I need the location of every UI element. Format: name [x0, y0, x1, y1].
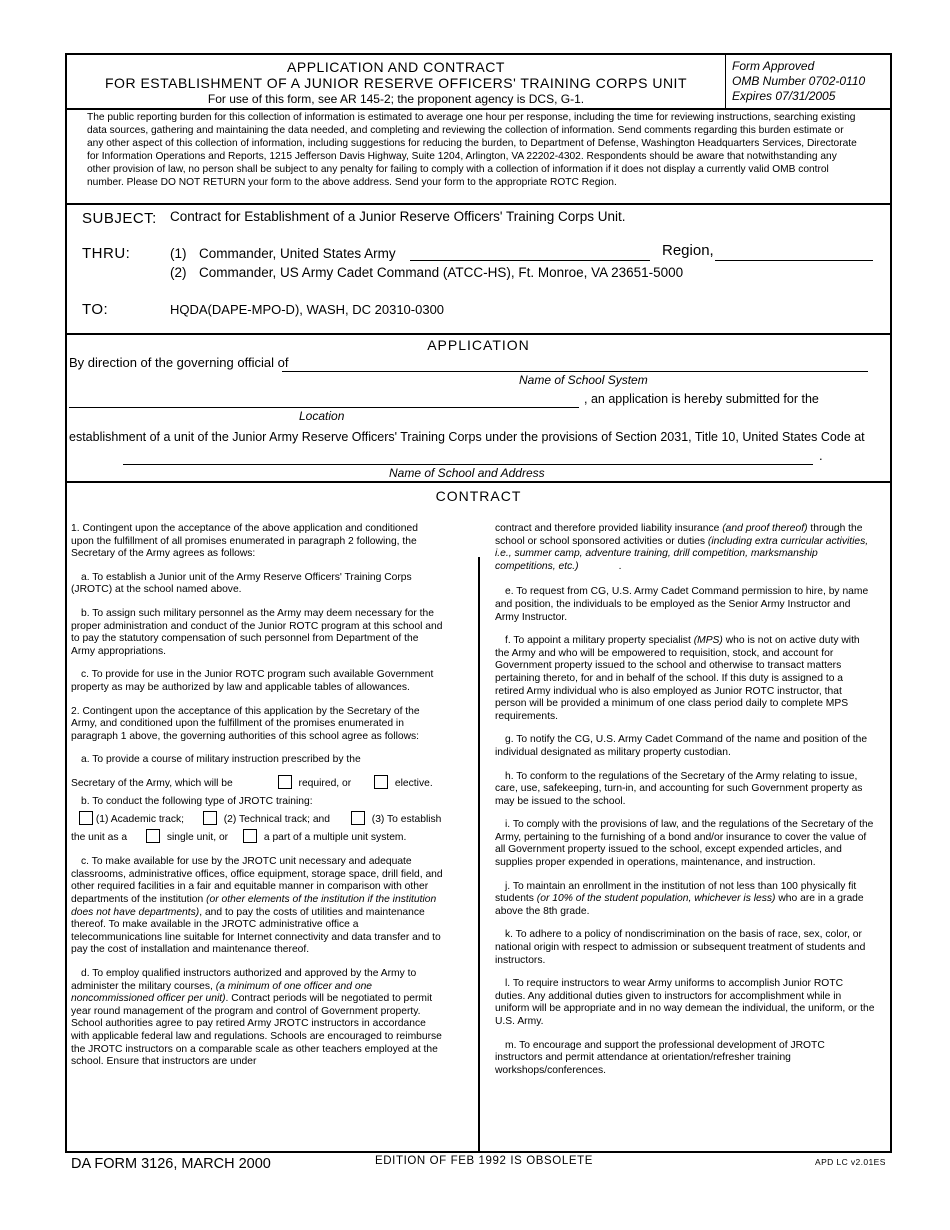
elective-checkbox[interactable] [374, 775, 388, 789]
application-line-1: By direction of the governing official of [69, 355, 289, 370]
application-line-4: . [819, 448, 823, 463]
paragraph-2d-cont-text-2: through the school or school sponsored activities or duties [495, 523, 863, 547]
school-system-field[interactable] [282, 371, 868, 372]
paragraph-2i: i. To comply with the provisions of law, and the regulations of the Secretary of the Army, pertaining to the furnishing of a bond and/or insurance to cover the value of all Government property issued to the school, except expended articles, and supplies proper expended in operations, maintenance, and instruction. [495, 819, 874, 869]
paragraph-2c [71, 856, 443, 957]
paragraph-2c-text: c. To make available for use by the JROTC unit necessary and adequate classrooms, administrative offices, office equipment, storage space, drill field, and other required facilities in a fair and equitable manner in comparison with other departments of the institution [71, 856, 443, 906]
paragraph-2d-cont-end: . [578, 560, 622, 572]
omb-number: OMB Number 0702-0110 [732, 74, 866, 88]
paragraph-1c: c. To provide for use in the Junior ROTC program such available Government property as may be authorized by law and applicable tables of allowances. [71, 669, 434, 693]
paragraph-2l: l. To require instructors to wear Army uniforms to accomplish Junior ROTC duties. Any additional duties given to instructors for accomplishment while in uniform will be appropriate and in no way demean the individual, the uniform, or the U.S. Army. [495, 978, 875, 1027]
subject-label: SUBJECT: [82, 210, 157, 227]
course-type-label: Secretary of the Army, which will be [71, 777, 233, 789]
track-row [71, 811, 443, 827]
paragraph-2d-continued [495, 523, 875, 573]
establish-checkbox[interactable] [351, 811, 365, 825]
elective-label: elective. [394, 777, 433, 789]
establish-label: (3) To establish [371, 814, 442, 826]
omb-expiration: Expires 07/31/2005 [732, 89, 836, 103]
thru-1-number: (1) [170, 246, 187, 261]
single-unit-label: single unit, or [166, 831, 229, 843]
paragraph-1: 1. Contingent upon the acceptance of the above application and conditioned upon the fulfillment of all promises enumerated in paragraph 2 following, the Secretary of the Army agrees as follows: [71, 523, 418, 560]
paragraph-2k: k. To adhere to a policy of nondiscrimination on the basis of race, sex, color, or national origin with respect to admission or subsequent treatment of students and instructors. [495, 929, 866, 966]
multiple-unit-checkbox[interactable] [243, 829, 257, 843]
form-subtitle: FOR ESTABLISHMENT OF A JUNIOR RESERVE OFFICERS' TRAINING CORPS UNIT [105, 75, 687, 91]
technical-track-checkbox[interactable] [203, 811, 217, 825]
region-field[interactable] [715, 260, 873, 261]
paragraph-2: 2. Contingent upon the acceptance of this application by the Secretary of the Army, and conditioned upon the fulfillment of the promises enumerated in paragraph 1 above, the governing authorities of this school agree as follows: [71, 705, 420, 742]
location-field[interactable] [69, 407, 579, 408]
contract-right-column [495, 523, 875, 1088]
paragraph-2d-italic: (a minimum of one officer and one noncommissioned officer per unit) [71, 980, 373, 1005]
paragraph-2b: b. To conduct the following type of JROTC training: [81, 795, 313, 807]
omb-box [725, 55, 890, 108]
subject-text: Contract for Establishment of a Junior Reserve Officers' Training Corps Unit. [170, 209, 626, 224]
required-checkbox[interactable] [278, 775, 292, 789]
paragraph-2d [71, 968, 443, 1069]
paragraph-2d-cont-italic-2: (including extra curricular activities, i.e., summer camp, adventure training, drill competition, marksmanship competitions, etc.) [495, 535, 869, 572]
column-divider [478, 557, 480, 1153]
course-type-row [71, 775, 443, 791]
form-usage-note: For use of this form, see AR 145-2; the proponent agency is DCS, G-1. [207, 92, 585, 106]
school-address-caption: Name of School and Address [389, 466, 545, 480]
multiple-unit-label: a part of a multiple unit system. [263, 831, 407, 843]
paragraph-2j-italic: (or 10% of the student population, whichever is less) [536, 893, 776, 905]
contract-heading: CONTRACT [435, 488, 522, 504]
version-note: APD LC v2.01ES [815, 1157, 886, 1167]
location-caption: Location [299, 409, 345, 423]
divider [67, 203, 890, 205]
contract-left-column [71, 523, 443, 1080]
school-address-field[interactable] [123, 464, 813, 465]
edition-note: EDITION OF FEB 1992 IS OBSOLETE [375, 1155, 593, 1167]
paragraph-2e: e. To request from CG, U.S. Army Cadet Command permission to hire, by name and position, the individuals to be employed as the Senior Army Instructor and Army Instructor. [495, 586, 869, 623]
burden-statement: The public reporting burden for this collection of information is estimated to average one hour per response, including the time for reviewing instructions, searching existing data sources, gathering and maintaining the data needed, and completing and reviewing the collection of information. Send comments regarding this burden estimate or any other aspect of this collection of information, including suggestions for reducing the burden, to Department of Defense, Washington Headquarters Services, Directorate for Information Operations and Reports, 1215 Jefferson Davis Highway, Suite 1204, Arlington, VA 22202-4302. Respondents should be aware that notwithstanding any other provision of law, no person shall be subject to any penalty for failing to comply with a collection of information if it does not display a currently valid OMB control number. Please DO NOT RETURN your form to the above address. Send your form to the appropriate ROTC Region. [87, 112, 857, 188]
paragraph-2g: g. To notify the CG, U.S. Army Cadet Command of the name and position of the individual designated as military property custodian. [495, 734, 868, 758]
region-label: Region, [662, 242, 714, 259]
divider [67, 333, 890, 335]
paragraph-2m: m. To encourage and support the professional development of JROTC instructors and permit attendance at orientation/refresher training workshops/conferences. [495, 1039, 825, 1076]
application-line-3: establishment of a unit of the Junior Army Reserve Officers' Training Corps under the provisions of Section 2031, Title 10, United States Code at [69, 430, 865, 444]
thru-2-text: Commander, US Army Cadet Command (ATCC-HS), Ft. Monroe, VA 23651-5000 [199, 265, 684, 280]
paragraph-2j-text: j. To maintain an enrollment in the institution of not less than 100 physically fit students [495, 880, 857, 905]
omb-approved: Form Approved [732, 59, 815, 73]
paragraph-2d-cont-italic: (and proof thereof) [722, 523, 808, 534]
unit-type-label: the unit as a [71, 831, 128, 843]
paragraph-1b: b. To assign such military personnel as the Army may deem necessary for the proper administration and conduct of the Junior ROTC program at this school and to pay the statutory compensation of such personnel from Department of the Army appropriations. [71, 607, 443, 657]
thru-label: THRU: [82, 245, 131, 262]
paragraph-2d-text-2: . Contract periods will be negotiated to permit year round management of the program and control of Government property. School authorities agree to pay retired Army JROTC instructors in accordance with applicable federal law and regulations. Schools are encouraged to reimburse the JROTC instructors on a comparable scale as other teachers employed at the school. Ensure that instructors are under [71, 993, 442, 1068]
paragraph-2f-text-2: who is not on active duty with the Army and who will be empowered to requisition, stock, and account for Government property issued to the school and otherwise to transact matters pertaining thereto, for and in behalf of the school. If this duty is assigned to a retired Army individual who is also employed as Junior ROTC instructor, that person will be provided a minimum of one class period daily to complete MPS requirements. [495, 635, 860, 722]
application-line-2: , an application is hereby submitted for the [584, 392, 819, 406]
divider [67, 108, 890, 110]
thru-2-number: (2) [170, 265, 187, 280]
thru-1-text: Commander, United States Army [199, 246, 396, 261]
paragraph-2f-italic: (MPS) [693, 635, 723, 647]
paragraph-2f [495, 635, 875, 723]
divider [67, 481, 890, 483]
paragraph-2a: a. To provide a course of military instruction prescribed by the [81, 754, 361, 766]
paragraph-1a: a. To establish a Junior unit of the Army Reserve Officers' Training Corps (JROTC) at the school named above. [71, 571, 412, 596]
to-label: TO: [82, 301, 109, 318]
paragraph-2d-cont-text: contract and therefore provided liability insurance [495, 523, 723, 534]
single-unit-checkbox[interactable] [146, 829, 160, 843]
paragraph-2c-text-2: , and to pay the costs of utilities and maintenance thereof. To make available in the JROTC administrative office a telecommunications line suitable for Internet connectivity and data transfer and to pay the cost of installation and maintenance thereof. [71, 906, 441, 956]
paragraph-2j-text-2: who are in a grade above the 8th grade. [495, 893, 864, 917]
academic-track-label: (1) Academic track; [95, 814, 184, 826]
form-frame [65, 53, 892, 1153]
paragraph-2c-italic: (or other elements of the institution if the institution does not have departments) [71, 894, 437, 918]
form-number: DA FORM 3126, MARCH 2000 [71, 1156, 271, 1172]
to-text: HQDA(DAPE-MPO-D), WASH, DC 20310-0300 [170, 302, 445, 317]
academic-track-checkbox[interactable] [79, 811, 93, 825]
unit-type-row [71, 829, 443, 845]
army-field[interactable] [410, 260, 650, 261]
paragraph-2d-text: d. To employ qualified instructors authorized and approved by the Army to administer the military courses, [71, 968, 417, 992]
form-title: APPLICATION AND CONTRACT [287, 59, 505, 75]
required-label: required, or [298, 777, 352, 789]
technical-track-label: (2) Technical track; and [223, 814, 331, 826]
paragraph-2j [495, 881, 875, 919]
paragraph-2h: h. To conform to the regulations of the Secretary of the Army relating to issue, care, use, safekeeping, turn-in, and accounting for such Government property as may be issued to the school. [495, 770, 863, 807]
school-system-caption: Name of School System [519, 373, 648, 387]
application-heading: APPLICATION [427, 337, 530, 353]
paragraph-2f-text: f. To appoint a military property specialist [505, 635, 694, 647]
